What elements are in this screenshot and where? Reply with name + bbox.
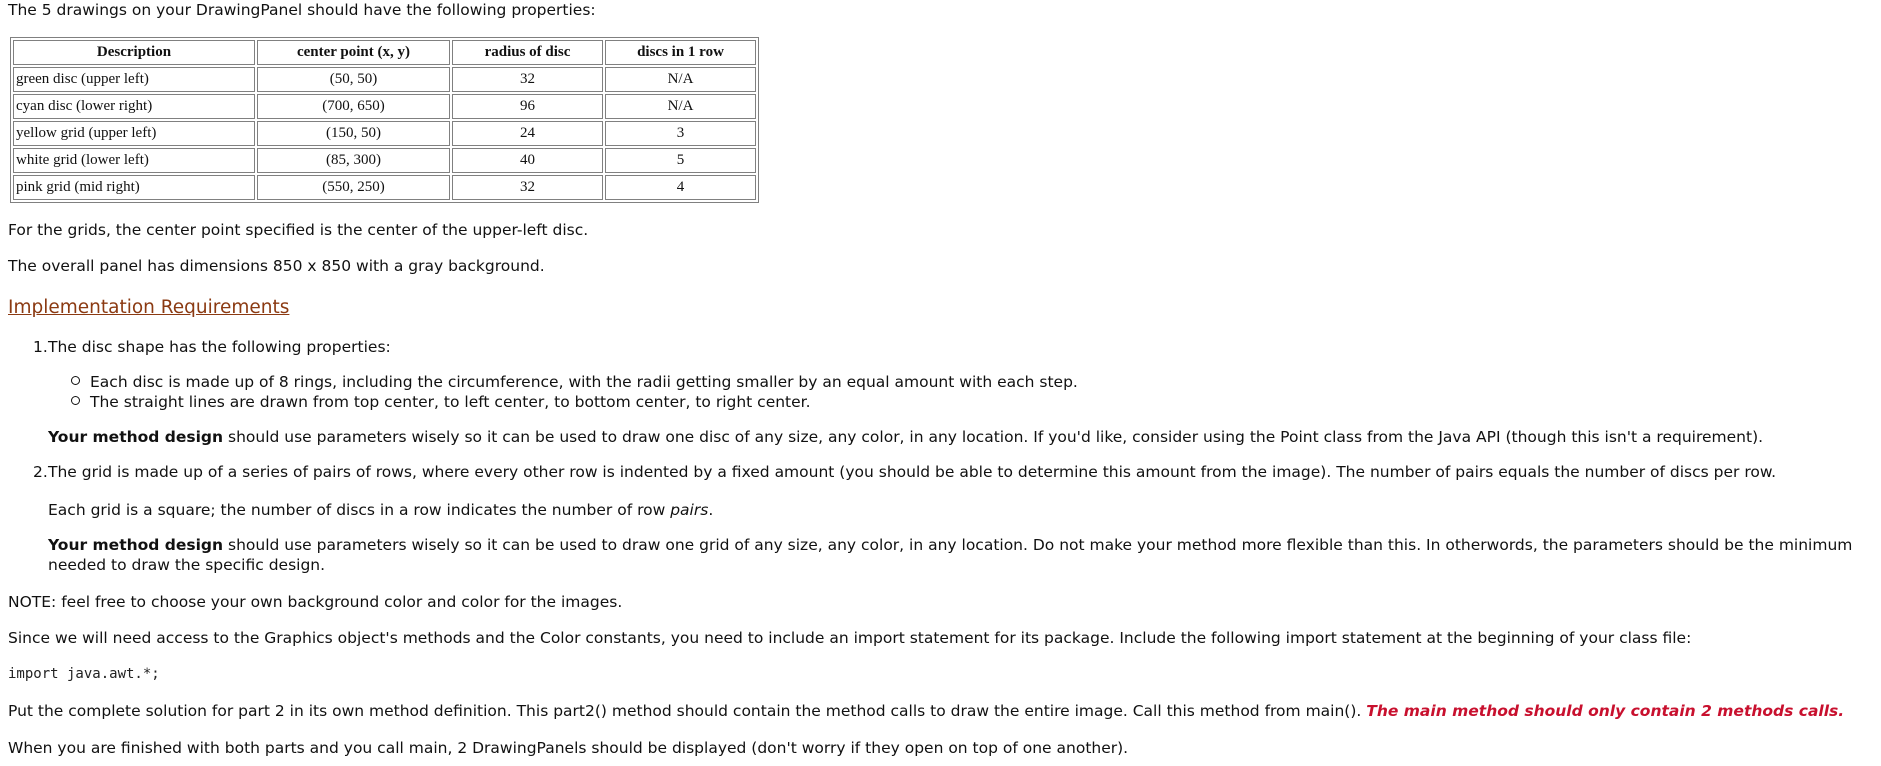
cell-radius: 24: [452, 121, 603, 146]
cell-center-point: (700, 650): [257, 94, 450, 119]
part2-text: Put the complete solution for part 2 in its own method definition. This part2() method should contain the method calls to draw the entire image. Call this method from main().: [8, 702, 1367, 720]
cell-radius: 32: [452, 67, 603, 92]
panel-dimensions-note: The overall panel has dimensions 850 x 850 with a gray background.: [8, 257, 545, 275]
table-header-row: [13, 40, 756, 65]
import-note: Since we will need access to the Graphics object's methods and the Color constants, you need to include an import statement for its package. Include the following import statement at the beginning of your class file:: [8, 629, 1692, 647]
color-note: NOTE: feel free to choose your own background color and color for the images.: [8, 593, 623, 611]
square-end: .: [708, 501, 714, 519]
cell-discs-in-row: N/A: [605, 94, 756, 119]
finish-note: When you are finished with both parts and you call main, 2 DrawingPanels should be displayed (don't worry if they open on top of one another).: [8, 739, 1129, 757]
design-label: Your method design: [48, 536, 224, 554]
cell-discs-in-row: 4: [605, 175, 756, 200]
grid-square-note: [48, 500, 713, 520]
cell-center-point: (85, 300): [257, 148, 450, 173]
table-row: [13, 175, 756, 200]
list-item: [71, 372, 1078, 392]
requirement-2-number: 2.: [33, 463, 48, 481]
cell-description: green disc (upper left): [13, 67, 255, 92]
design-text: should use parameters wisely so it can be used to draw one grid of any size, any color, in any location. Do not make your method more flexible than this. In otherwords, the parameters should be the minimum needed to draw the specific design.: [48, 536, 1853, 574]
cell-description: yellow grid (upper left): [13, 121, 255, 146]
import-code: import java.awt.*;: [8, 666, 160, 682]
column-header-description: Description: [13, 40, 255, 65]
square-text: Each grid is a square; the number of discs in a row indicates the number of row: [48, 501, 671, 519]
design-text: should use parameters wisely so it can be used to draw one disc of any size, any color, in any location. If you'd like, consider using the Point class from the Java API (though this isn't a requirement).: [223, 428, 1764, 446]
requirement-1-design: [48, 427, 1763, 447]
bullet-text: The straight lines are drawn from top center, to left center, to bottom center, to right center.: [90, 393, 811, 411]
requirement-2-design: [48, 535, 1874, 575]
bullet-text: Each disc is made up of 8 rings, including the circumference, with the radii getting smaller by an equal amount with each step.: [90, 373, 1078, 391]
table-row: [13, 148, 756, 173]
cell-description: pink grid (mid right): [13, 175, 255, 200]
column-header-radius: radius of disc: [452, 40, 603, 65]
cell-radius: 32: [452, 175, 603, 200]
cell-description: white grid (lower left): [13, 148, 255, 173]
cell-center-point: (150, 50): [257, 121, 450, 146]
table-row: [13, 121, 756, 146]
implementation-requirements-link[interactable]: Implementation Requirements: [8, 297, 290, 318]
cell-radius: 40: [452, 148, 603, 173]
part2-note: [8, 701, 1844, 721]
cell-center-point: (50, 50): [257, 67, 450, 92]
column-header-center-point: center point (x, y): [257, 40, 450, 65]
cell-description: cyan disc (lower right): [13, 94, 255, 119]
intro-text: The 5 drawings on your DrawingPanel should have the following properties:: [8, 1, 596, 19]
cell-center-point: (550, 250): [257, 175, 450, 200]
bullet-circle-icon: [71, 396, 80, 405]
requirement-1-number: 1.: [33, 338, 48, 356]
column-header-discs-in-row: discs in 1 row: [605, 40, 756, 65]
grid-center-note: For the grids, the center point specified is the center of the upper-left disc.: [8, 221, 589, 239]
list-item: [71, 392, 811, 412]
table-row: [13, 94, 756, 119]
cell-discs-in-row: 5: [605, 148, 756, 173]
table-row: [13, 67, 756, 92]
design-label: Your method design: [48, 428, 224, 446]
cell-discs-in-row: 3: [605, 121, 756, 146]
properties-table: [10, 37, 759, 203]
square-italic: pairs: [670, 501, 709, 519]
main-method-warning: The main method should only contain 2 methods calls.: [1366, 702, 1845, 720]
requirement-1-text: The disc shape has the following properties:: [48, 338, 391, 356]
cell-radius: 96: [452, 94, 603, 119]
bullet-circle-icon: [71, 376, 80, 385]
requirement-2-text: The grid is made up of a series of pairs of rows, where every other row is indented by a fixed amount (you should be able to determine this amount from the image). The number of pairs equals the number of discs per row.: [48, 463, 1777, 481]
cell-discs-in-row: N/A: [605, 67, 756, 92]
